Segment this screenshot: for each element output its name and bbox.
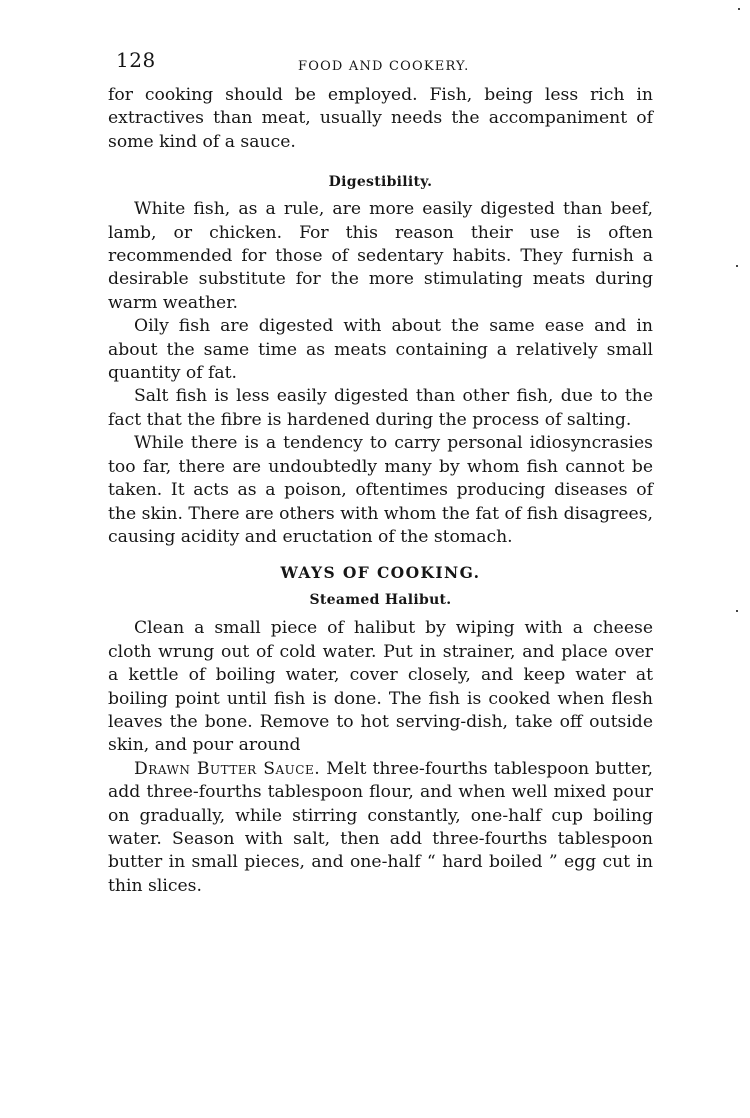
running-head: FOOD AND COOKERY. (298, 59, 470, 74)
sauce-name: Drawn Butter Sauce. (134, 758, 321, 779)
ways-of-cooking-heading: WAYS OF COOKING. (280, 563, 481, 583)
book-page (108, 44, 653, 898)
intro-paragraph: for cooking should be employed. Fish, being less rich in extractives than meat, usually needs the accompaniment of some kind of a sauce. (108, 85, 653, 152)
recipe-title: Steamed Halibut. (309, 592, 452, 609)
sauce-paragraph (108, 758, 653, 898)
digestibility-paragraph: Oily fish are digested with about the same ease and in about the same time as meats containing a relatively small quantity of fat. (108, 316, 653, 384)
margin-mark (736, 610, 738, 612)
digestibility-paragraph: While there is a tendency to carry personal idiosyncrasies too far, there are undoubtedly many by whom fish cannot be taken. It acts as a poison, oftentimes producing diseases of the skin. There are others with whom the fat of fish disagrees, causing acidity and eructation of the stomach. (108, 433, 653, 547)
sauce-text: Melt three-fourths tablespoon butter, add three-fourths tablespoon flour, and when well mixed pour on gradually, while stirring constantly, one-half cup boiling water. Season with salt, then add three-fourths tablespoon butter in small pieces, and one-half “ hard boiled ” egg cut in thin slices. (108, 758, 653, 896)
page-header (108, 44, 653, 84)
recipe-paragraph: Clean a small piece of halibut by wiping with a cheese cloth wrung out of cold water. Put in strainer, and place over a kettle of boiling water, cover closely, and keep water at boiling point until fish is done. The fish is cooked when flesh leaves the bone. Remove to hot serving-dish, take off outside skin, and pour around (108, 618, 653, 756)
margin-mark (738, 8, 740, 10)
page-number: 128 (116, 48, 156, 72)
digestibility-paragraph: White fish, as a rule, are more easily digested than beef, lamb, or chicken. For this reason their use is often recommended for those of sedentary habits. They furnish a desirable substitute for the more stimulating meats during warm weather. (108, 199, 653, 313)
digestibility-heading: Digestibility. (328, 174, 433, 191)
margin-mark (736, 265, 738, 267)
digestibility-paragraph: Salt fish is less easily digested than other fish, due to the fact that the fibre is hardened during the process of salting. (108, 386, 653, 430)
